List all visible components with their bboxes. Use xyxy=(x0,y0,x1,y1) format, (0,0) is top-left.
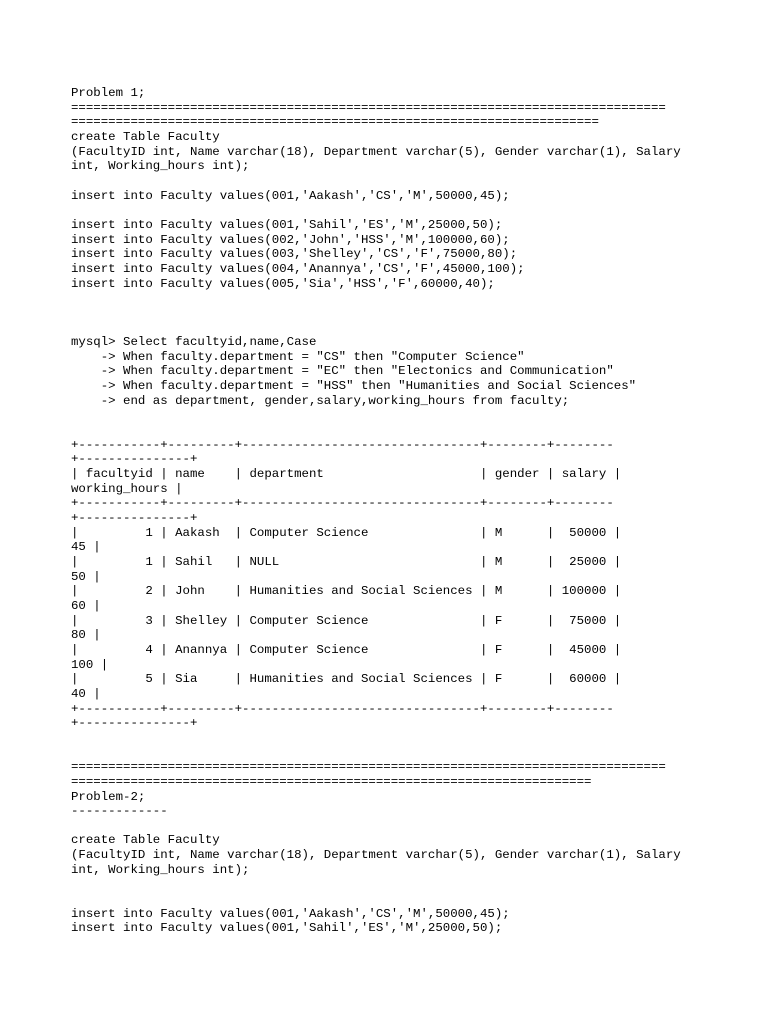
text-line: 45 | xyxy=(71,540,101,555)
text-line: insert into Faculty values(005,'Sia','HSS','F',60000,40); xyxy=(71,276,495,291)
text-line: 80 | xyxy=(71,628,101,643)
text-line: +-----------+---------+--------------------------------+--------+-------- xyxy=(71,496,614,511)
text-line: insert into Faculty values(001,'Sahil','ES','M',25000,50); xyxy=(71,217,503,232)
text-line xyxy=(71,306,751,321)
text-line: -> When faculty.department = "EC" then "Electonics and Communication" xyxy=(71,364,614,379)
text-line: ================================================================================ xyxy=(71,760,666,775)
text-line: -> When faculty.department = "HSS" then "Humanities and Social Sciences" xyxy=(71,379,637,394)
text-line: | 5 | Sia | Humanities and Social Sciences | F | 60000 | xyxy=(71,672,622,687)
text-line xyxy=(71,731,751,746)
text-line: -> end as department, gender,salary,working_hours from faculty; xyxy=(71,393,570,408)
text-line: insert into Faculty values(002,'John','HSS','M',100000,60); xyxy=(71,232,510,247)
text-line: | 1 | Aakash | Computer Science | M | 50000 | xyxy=(71,525,622,540)
text-line xyxy=(71,423,751,438)
text-line: insert into Faculty values(004,'Anannya','CS','F',45000,100); xyxy=(71,261,525,276)
text-line: | 3 | Shelley | Computer Science | F | 75000 | xyxy=(71,613,622,628)
text-line: 40 | xyxy=(71,686,101,701)
text-line: | 4 | Anannya | Computer Science | F | 45000 | xyxy=(71,642,622,657)
text-line xyxy=(71,203,751,218)
text-line xyxy=(71,174,751,189)
text-line: Problem 1; xyxy=(71,86,146,100)
text-line: mysql> Select facultyid,name,Case xyxy=(71,335,317,350)
text-line: ------------- xyxy=(71,804,168,819)
text-line: +-----------+---------+--------------------------------+--------+-------- xyxy=(71,701,614,716)
text-line: +---------------+ xyxy=(71,511,198,526)
text-line: insert into Faculty values(001,'Aakash','CS','M',50000,45); xyxy=(71,906,510,921)
text-line: -> When faculty.department = "CS" then "Computer Science" xyxy=(71,349,525,364)
text-line: create Table Faculty xyxy=(71,833,220,848)
text-line: +---------------+ xyxy=(71,452,198,467)
text-line: insert into Faculty values(001,'Aakash','CS','M',50000,45); xyxy=(71,188,510,203)
text-line: ================================================================================ xyxy=(71,100,666,115)
text-line: int, Working_hours int); xyxy=(71,862,250,877)
text-line: int, Working_hours int); xyxy=(71,159,250,174)
text-line xyxy=(71,819,751,834)
document-text xyxy=(71,86,751,936)
text-line: (FacultyID int, Name varchar(18), Department varchar(5), Gender varchar(1), Salary xyxy=(71,144,681,159)
text-line: +-----------+---------+--------------------------------+--------+-------- xyxy=(71,437,614,452)
text-line xyxy=(71,892,751,907)
text-line xyxy=(71,746,751,761)
text-line: (FacultyID int, Name varchar(18), Department varchar(5), Gender varchar(1), Salary xyxy=(71,848,681,863)
text-line: ======================================================================= xyxy=(71,115,599,130)
text-line: | facultyid | name | department | gender | salary | xyxy=(71,467,622,482)
text-line: 100 | xyxy=(71,657,109,672)
text-line xyxy=(71,408,751,423)
text-line: working_hours | xyxy=(71,481,183,496)
text-line: | 1 | Sahil | NULL | M | 25000 | xyxy=(71,555,622,569)
text-line: +---------------+ xyxy=(71,716,198,731)
text-line xyxy=(71,291,751,306)
text-line: create Table Faculty xyxy=(71,129,220,144)
text-line: insert into Faculty values(003,'Shelley','CS','F',75000,80); xyxy=(71,247,518,262)
text-line xyxy=(71,321,751,336)
text-line: | 2 | John | Humanities and Social Sciences | M | 100000 | xyxy=(71,584,622,599)
text-line: 50 | xyxy=(71,569,101,584)
text-line: ====================================================================== xyxy=(71,774,592,789)
text-line: 60 | xyxy=(71,598,101,613)
text-line: Problem-2; xyxy=(71,789,146,804)
text-line xyxy=(71,877,751,892)
text-line: insert into Faculty values(001,'Sahil','ES','M',25000,50); xyxy=(71,921,503,936)
